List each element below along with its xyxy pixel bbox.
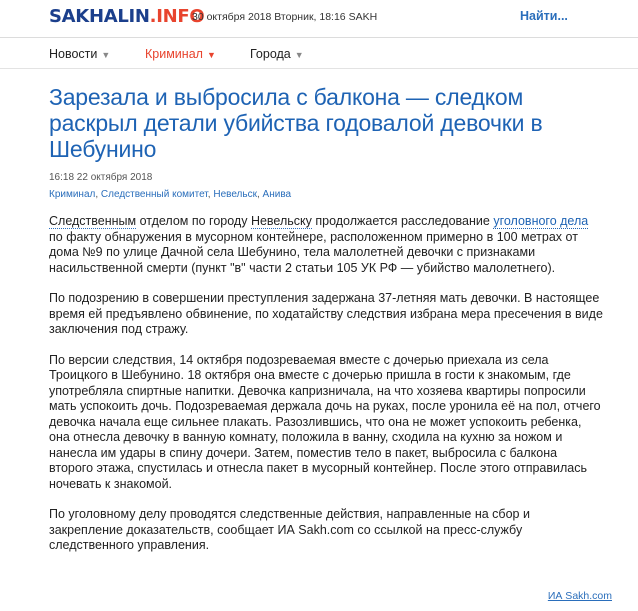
tag-link[interactable]: Анива [262,189,292,200]
article-date: 16:18 22 октября 2018 [49,172,153,183]
article-title: Зарезала и выбросила с балкона — следком раскрыл детали убийства годовалой девочки в Шебунино [49,84,543,162]
paragraph: По подозрению в совершении преступления задержана 37-летняя мать девочки. В настоящее время ей предъявлено обвинение, по ходатайству следствия избрана мера пресечения в виде заключения под стражу. [49,291,603,336]
logo-tld: INFO [156,6,205,27]
paragraph: По версии следствия, 14 октября подозреваемая вместе с дочерью приехала из села Троицкого в Шебунино. 18 октября она вместе с дочерью пришла в гости к знакомым, где употребляла спиртные напитки. Девочка капризничала, на что хозяева квартиры попросили мать успокоить дочь. Подозреваемая держала дочь на руках, после уронила её на пол, отчего девочка начала еще сильнее плакать. Разозлившись, что она не может успокоить ребенка, она отнесла девочку в ванную комнату, положила в ванну, сходила на кухню за ножом и нанесла им удары в спину дочери. Затем, поместив тело в пакет, выбросила с балкона второго этажа, спустилась и отнесла пакет в мусорный контейнер. После этого отправилась ночевать к знакомой. [49,352,601,491]
source-link[interactable]: ИА Sakh.com [547,590,612,602]
dateline: 30 октября 2018 Вторник, 18:16 SAKH [192,11,378,23]
chevron-down-icon: ▼ [294,50,304,60]
site-logo[interactable] [49,6,204,27]
inline-link[interactable]: Следственным [49,214,137,228]
paragraph: Следственным отделом по городу Невельску продолжается расследование уголовного дела по факту обнаружения в мусорном контейнере, расположенном примерно в 100 метрах от дома №9 по улице Дачной села Шебунино, тела малолетней девочки с признаками насильственной смерти (пункт "в" части 2 статьи 105 УК РФ — убийство малолетнего). [49,214,589,275]
logo-main: SAKHALIN [49,6,150,27]
search-link[interactable]: Найти... [520,9,568,23]
nav-item-label: Новости [49,47,98,61]
nav-item-label: Города [250,47,291,61]
chevron-down-icon: ▼ [101,50,111,60]
nav-item-news[interactable] [49,47,110,61]
article-body [49,214,604,569]
tag-link[interactable]: Невельск [213,189,257,200]
nav-item-label: Криминал [145,47,203,61]
nav-item-cities[interactable] [250,47,304,61]
paragraph: По уголовному делу проводятся следственные действия, направленные на сбор и закрепление доказательств, сообщает ИА Sakh.com со ссылкой на пресс-службу следственного управления. [49,507,530,552]
top-bar [0,0,638,38]
main-nav [0,39,638,69]
inline-link[interactable]: Невельску [250,214,312,228]
chevron-down-icon: ▼ [206,50,216,60]
article-tags: Криминал, Следственный комитет, Невельск, Анива [49,189,292,200]
inline-link[interactable]: уголовного дела [493,214,589,228]
tag-link[interactable]: Следственный комитет [100,189,208,200]
tag-link[interactable]: Криминал [49,189,96,200]
nav-item-crime[interactable] [145,47,216,61]
logo-dot: . [149,6,157,27]
